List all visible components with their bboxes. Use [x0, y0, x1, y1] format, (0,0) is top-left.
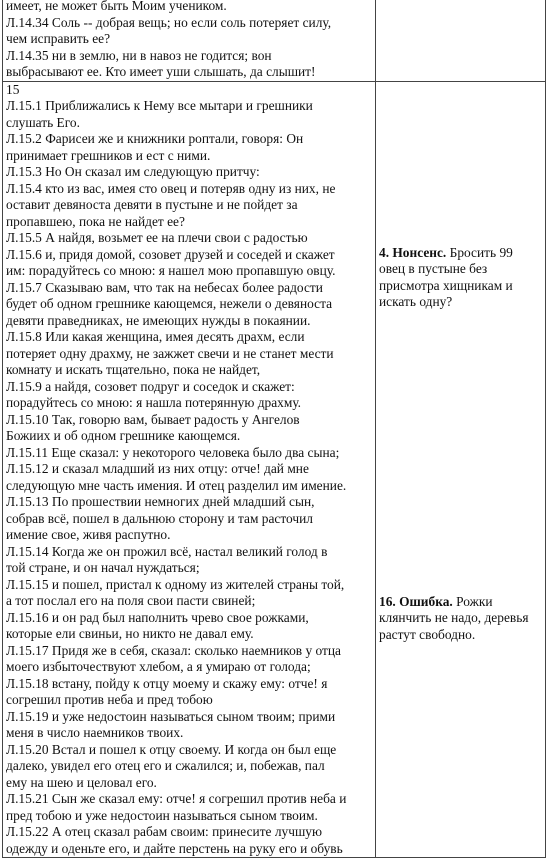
- verse-line: принимает грешников и ест с ними.: [6, 147, 211, 163]
- note-cell: [376, 0, 546, 81]
- verse-line: слушать Его.: [6, 114, 80, 130]
- verse-line: Л.14.35 ни в землю, ни в навоз не годится; вон: [6, 47, 272, 63]
- table-row: [3, 0, 546, 81]
- note-heading: 4. Нонсенс.: [379, 244, 447, 260]
- verse-line: Л.15.4 кто из вас, имея сто овец и потеряв одну из них, не: [6, 180, 336, 196]
- note-cell: [376, 81, 546, 858]
- verse-line: Л.15.20 Встал и пошел к отцу своему. И когда он был еще: [6, 741, 337, 757]
- verse-line: Л.15.8 Или какая женщина, имея десять драхм, если: [6, 329, 305, 344]
- note-text: Рожки: [456, 593, 493, 609]
- verse-line: 15: [6, 81, 20, 97]
- verse-line: комнату и искать тщательно, пока не найдет,: [6, 362, 261, 377]
- verse-line: Л.15.7 Сказываю вам, что так на небесах более радости: [6, 279, 323, 295]
- verse-cell: [3, 0, 376, 81]
- verse-line: Л.15.1 Приближались к Нему все мытари и грешники: [6, 98, 313, 113]
- note-heading: 16. Ошибка.: [379, 593, 453, 609]
- verse-line: Л.15.10 Так, говорю вам, бывает радость у Ангелов: [6, 411, 300, 427]
- verse-line: Л.15.11 Еще сказал: у некоторого человека было два сына;: [6, 444, 340, 460]
- verse-line: Л.15.13 По прошествии немногих дней младший сын,: [6, 494, 315, 509]
- verse-line: моего избыточествуют хлебом, а я умираю от голода;: [6, 659, 311, 674]
- verse-line: Л.15.6 и, придя домой, созовет друзей и соседей и скажет: [6, 246, 335, 262]
- verse-line: согрешил против неба и пред тобою: [6, 692, 213, 707]
- note-text: овец в пустыне без: [379, 261, 488, 276]
- verse-line: потеряет одну драхму, не зажжет свечи и не станет мести: [6, 345, 334, 361]
- note-text: искать одну?: [379, 294, 453, 309]
- document-table: [2, 0, 546, 858]
- verse-line: Л.15.14 Когда же он прожил всё, настал великий голод в: [6, 543, 328, 559]
- verse-line: им: порадуйтесь со мною: я нашел мою пропавшую овцу.: [6, 263, 336, 278]
- verse-line: Л.15.12 и сказал младший из них отцу: отче! дай мне: [6, 461, 309, 476]
- note-text: клянчить не надо, деревья: [379, 610, 529, 625]
- verse-line: а тот послал его на поля свои пасти свиней;: [6, 593, 256, 608]
- verse-line: Л.14.34 Соль -- добрая вещь; но если соль потеряет силу,: [6, 14, 332, 30]
- verse-line: имеет, не может быть Моим учеником.: [6, 0, 227, 13]
- verse-line: меня в число наемников твоих.: [6, 725, 184, 740]
- verse-line: которые ели свиньи, но никто не давал ему.: [6, 626, 254, 641]
- verse-line: девяти праведниках, не имеющих нужды в покаянии.: [6, 312, 311, 328]
- verse-line: Божиих и об одном грешнике кающемся.: [6, 428, 241, 443]
- verse-line: далеко, увидел его отец его и сжалился; и, побежав, пал: [6, 758, 325, 773]
- verse-line: Л.15.21 Сын же сказал ему: отче! я согрешил против неба и: [6, 791, 347, 806]
- verse-line: Л.15.9 а найдя, созовет подруг и соседок и скажет:: [6, 378, 295, 394]
- verse-line: Л.15.17 Придя же в себя, сказал: сколько наемников у отца: [6, 642, 341, 658]
- verse-line: пред тобою и уже недостоин называться сыном твоим.: [6, 807, 318, 823]
- verse-line: Л.15.15 и пошел, пристал к одному из жителей страны той,: [6, 576, 345, 592]
- verse-line: собрав всё, пошел в дальнюю сторону и там расточил: [6, 510, 313, 526]
- note-text: Бросить 99: [449, 244, 513, 260]
- verse-line: будет об одном грешнике кающемся, нежели о девяноста: [6, 296, 333, 311]
- verse-line: Л.15.16 и он рад был наполнить чрево свое рожками,: [6, 609, 309, 625]
- verse-cell: [3, 81, 376, 858]
- commentary-note: [379, 594, 541, 644]
- verse-line: Л.15.19 и уже недостоин называться сыном твоим; прими: [6, 708, 336, 724]
- verse-line: ему на шею и целовал его.: [6, 774, 157, 790]
- verse-line: Л.15.5 А найдя, возьмет ее на плечи свои с радостью: [6, 230, 308, 245]
- verse-line: выбрасывают ее. Кто имеет уши слышать, да слышит!: [6, 64, 316, 79]
- commentary-note: [379, 245, 541, 311]
- verse-line: Л.15.18 встану, пойду к отцу моему и скажу ему: отче! я: [6, 675, 328, 691]
- verse-line: порадуйтесь со мною: я нашла потерянную драхму.: [6, 395, 302, 410]
- note-text: присмотра хищникам и: [379, 277, 513, 293]
- verse-line: оставит девяноста девяти в пустыне и не пойдет за: [6, 197, 298, 212]
- verse-line: той стране, и он начал нуждаться;: [6, 560, 200, 575]
- verse-line: Л.15.2 Фарисеи же и книжники роптали, говоря: Он: [6, 131, 304, 146]
- verse-line: следующую мне часть имения. И отец разделил им имение.: [6, 477, 347, 493]
- table-row: [3, 81, 546, 858]
- verse-line: имение свое, живя распутно.: [6, 527, 171, 542]
- verse-line: Л.15.22 А отец сказал рабам своим: принесите лучшую: [6, 824, 322, 839]
- verse-line: пропавшею, пока не найдет ее?: [6, 213, 185, 229]
- note-text: растут свободно.: [379, 626, 476, 642]
- verse-line: чем исправить ее?: [6, 31, 111, 46]
- verse-line: Л.15.3 Но Он сказал им следующую притчу:: [6, 164, 260, 179]
- verse-line: одежду и оденьте его, и дайте перстень на руку его и обувь: [6, 840, 343, 856]
